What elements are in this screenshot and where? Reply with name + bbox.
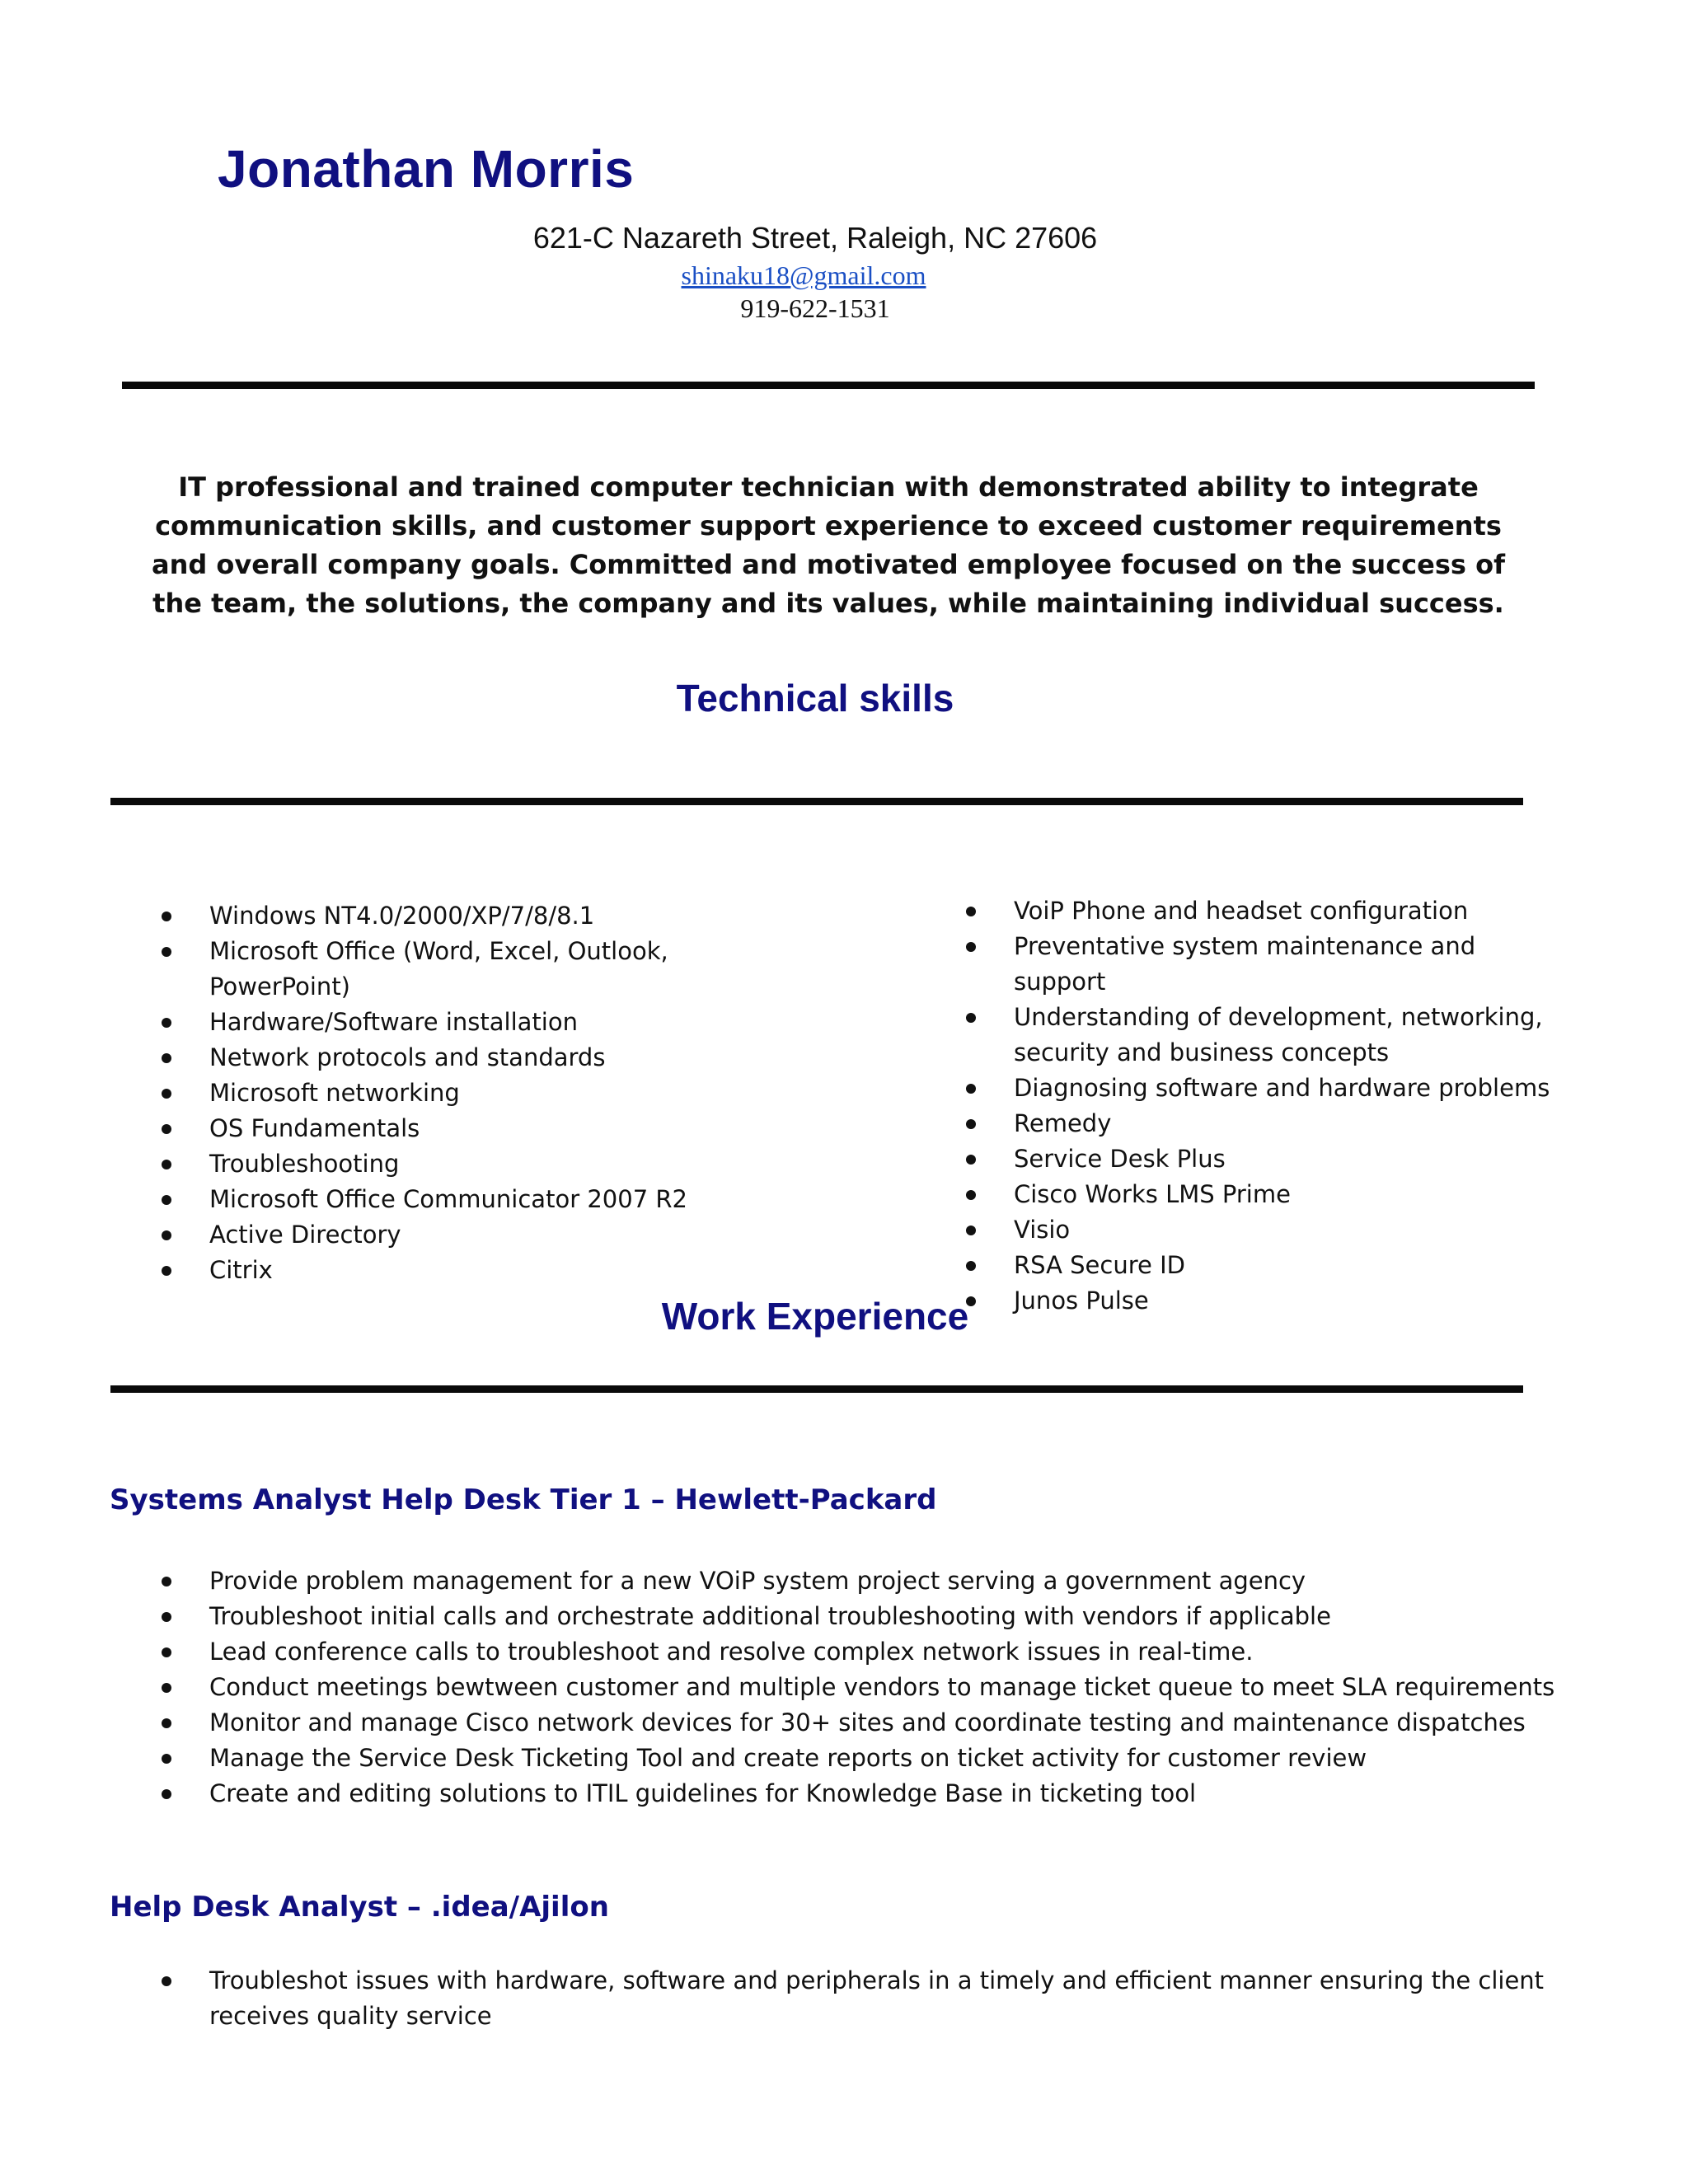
list-item: Preventative system maintenance and support [1014, 929, 1558, 1000]
list-item: Conduct meetings bewtween customer and multiple vendors to manage ticket queue to meet SLA requirements [209, 1670, 1602, 1705]
list-item: Diagnosing software and hardware problems [1014, 1071, 1558, 1106]
bullet-icon [162, 1612, 171, 1622]
list-item: Provide problem management for a new VOiP system project serving a government agency [209, 1563, 1602, 1599]
work-divider [110, 1385, 1523, 1393]
list-item: Microsoft Office Communicator 2007 R2 [209, 1182, 712, 1217]
header-divider [122, 382, 1535, 389]
skills-divider [110, 798, 1523, 805]
list-item: Network protocols and standards [209, 1040, 712, 1076]
technical-skills-heading: Technical skills [676, 677, 954, 719]
bullet-icon [162, 1647, 171, 1657]
bullet-icon [162, 1976, 171, 1986]
bullet-icon [966, 907, 976, 916]
list-item: Troubleshooting [209, 1146, 712, 1182]
bullet-icon [966, 1119, 976, 1129]
list-item: Junos Pulse [1014, 1283, 1558, 1319]
bullet-icon [162, 1124, 171, 1134]
bullet-icon [162, 1789, 171, 1799]
bullet-icon [966, 1155, 976, 1165]
list-item: Windows NT4.0/2000/XP/7/8/8.1 [209, 898, 712, 934]
list-item: RSA Secure ID [1014, 1248, 1558, 1283]
list-item: Understanding of development, networking, security and business concepts [1014, 1000, 1558, 1071]
work-experience-heading: Work Experience [661, 1295, 969, 1338]
list-item: VoiP Phone and headset configuration [1014, 893, 1558, 929]
address: 621-C Nazareth Street, Raleigh, NC 27606 [532, 221, 1098, 255]
list-item: Service Desk Plus [1014, 1141, 1558, 1177]
bullet-icon [162, 1754, 171, 1764]
bullet-icon [162, 1683, 171, 1693]
list-item: Manage the Service Desk Ticketing Tool and create reports on ticket activity for customer review [209, 1741, 1602, 1776]
list-item: Microsoft networking [209, 1076, 712, 1111]
list-item: Citrix [209, 1253, 712, 1288]
bullet-icon [162, 1577, 171, 1586]
bullet-icon [162, 912, 171, 921]
list-item: OS Fundamentals [209, 1111, 712, 1146]
bullet-icon [966, 1013, 976, 1023]
bullet-icon [966, 1190, 976, 1200]
list-item: Create and editing solutions to ITIL guidelines for Knowledge Base in ticketing tool [209, 1776, 1602, 1811]
bullet-icon [162, 1053, 171, 1063]
bullet-icon [966, 942, 976, 952]
skills-list-left [209, 898, 712, 1288]
bullet-icon [966, 1226, 976, 1235]
bullet-icon [162, 1089, 171, 1099]
bullet-icon [162, 947, 171, 957]
bullet-icon [162, 1195, 171, 1205]
bullet-icon [162, 1160, 171, 1169]
bullet-icon [966, 1261, 976, 1271]
list-item: Troubleshoot initial calls and orchestrate additional troubleshooting with vendors if applicable [209, 1599, 1602, 1634]
email-link[interactable]: shinaku18@gmail.com [681, 260, 926, 290]
list-item: Microsoft Office (Word, Excel, Outlook, PowerPoint) [209, 934, 712, 1005]
skills-list-right [1014, 893, 1558, 1319]
job-bullets-idea-ajilon [209, 1963, 1602, 2034]
list-item: Active Directory [209, 1217, 712, 1253]
list-item: Remedy [1014, 1106, 1558, 1141]
bullet-icon [162, 1230, 171, 1240]
list-item: Visio [1014, 1212, 1558, 1248]
job-title-idea-ajilon: Help Desk Analyst – .idea/Ajilon [110, 1891, 609, 1924]
list-item: Monitor and manage Cisco network devices for 30+ sites and coordinate testing and maintenance dispatches [209, 1705, 1602, 1741]
list-item: Troubleshot issues with hardware, software and peripherals in a timely and efficient manner ensuring the client receives quality service [209, 1963, 1602, 2034]
job-bullets-hp [209, 1563, 1602, 1811]
job-title-hp: Systems Analyst Help Desk Tier 1 – Hewlett-Packard [110, 1483, 937, 1516]
professional-summary: IT professional and trained computer technician with demonstrated ability to integrate communication skills, and customer support experience to exceed customer requirements and overall company goals. Committed and motivated employee focused on the success of the team, the solutions, the company and its values, while maintaining individual success. [152, 471, 1505, 619]
bullet-icon [966, 1084, 976, 1094]
bullet-icon [162, 1018, 171, 1028]
bullet-icon [162, 1266, 171, 1276]
candidate-name: Jonathan Morris [218, 139, 635, 199]
list-item: Cisco Works LMS Prime [1014, 1177, 1558, 1212]
list-item: Lead conference calls to troubleshoot and resolve complex network issues in real-time. [209, 1634, 1602, 1670]
list-item: Hardware/Software installation [209, 1005, 712, 1040]
phone-number: 919-622-1531 [740, 293, 890, 323]
bullet-icon [162, 1718, 171, 1728]
